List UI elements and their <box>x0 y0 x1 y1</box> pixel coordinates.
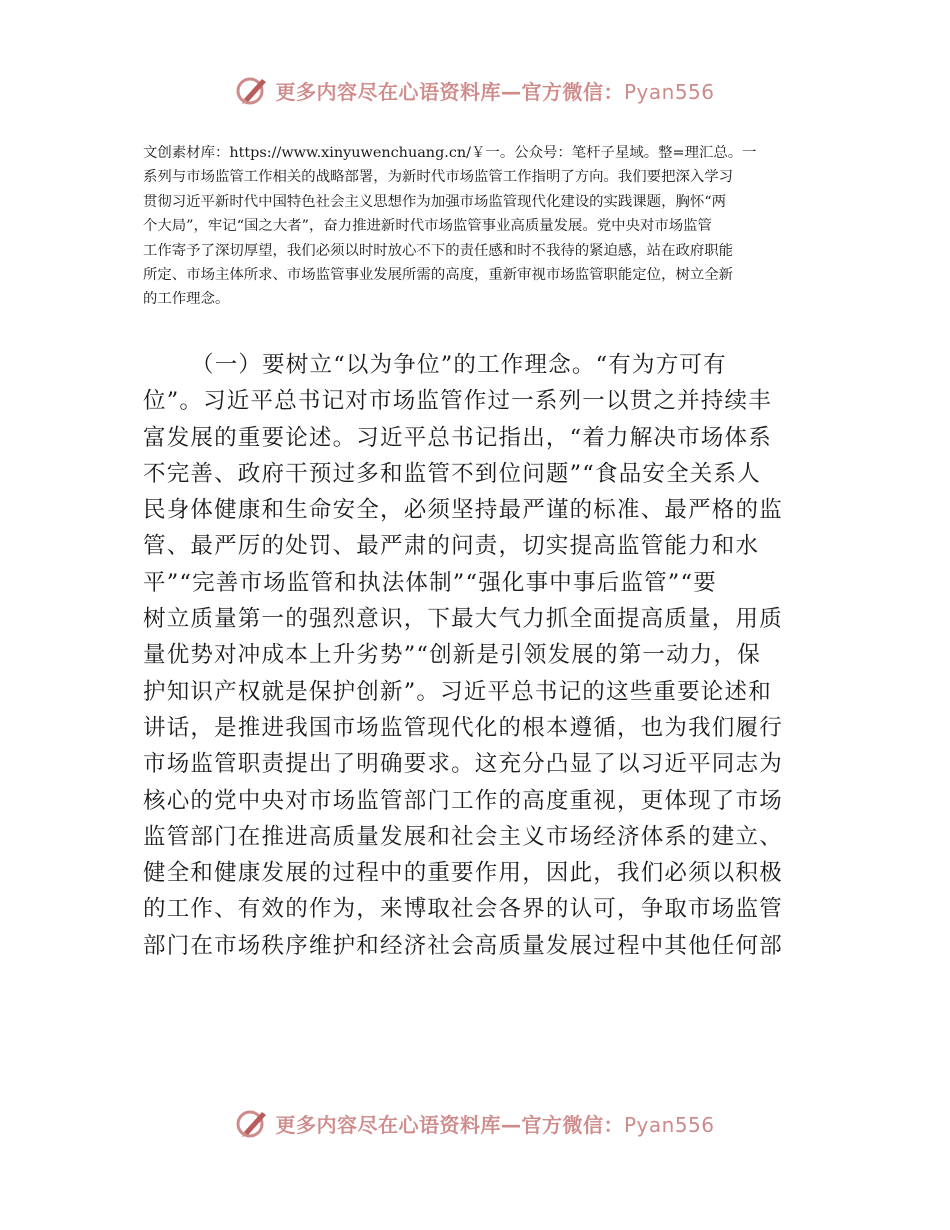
main-line: 富发展的重要论述。习近平总书记指出，“着力解决市场体系 <box>143 424 772 451</box>
main-line: 不完善、政府干预过多和监管不到位问题”“食品安全关系人 <box>143 460 761 487</box>
footer-banner-text: 更多内容尽在心语资料库—官方微信：Pyan556 <box>275 1112 715 1137</box>
main-line: 核心的党中央对市场监管部门工作的高度重视，更体现了市场 <box>143 787 783 814</box>
footer-banner-content <box>235 1106 714 1140</box>
main-line: 讲话，是推进我国市场监管现代化的根本遵循，也为我们履行 <box>143 714 783 741</box>
intro-line: 贯彻习近平新时代中国特色社会主义思想作为加强市场监管现代化建设的实践课题，胸怀“两 <box>143 193 726 210</box>
main-line: 量优势对冲成本上升劣势”“创新是引领发展的第一动力，保 <box>143 642 761 669</box>
header-banner-text: 更多内容尽在心语资料库—官方微信：Pyan556 <box>275 79 715 104</box>
main-paragraph <box>143 347 813 964</box>
main-line: 树立质量第一的强烈意识，下最大气力抓全面提高质量，用质 <box>143 606 783 633</box>
pen-ring-logo-icon <box>235 73 269 107</box>
intro-line: 的工作理念。 <box>143 291 230 308</box>
main-line: 部门在市场秩序维护和经济社会高质量发展过程中其他任何部 <box>143 932 783 959</box>
pen-ring-logo-icon <box>235 1106 269 1140</box>
main-line: 的工作、有效的作为，来博取社会各界的认可，争取市场监管 <box>143 896 783 923</box>
main-line: 市场监管职责提出了明确要求。这充分凸显了以习近平同志为 <box>143 751 783 778</box>
main-line: 位”。习近平总书记对市场监管作过一系列一以贯之并持续丰 <box>143 388 772 415</box>
header-banner <box>0 70 950 110</box>
intro-paragraph <box>143 141 813 312</box>
main-line: （一）要树立“以为争位”的工作理念。“有为方可有 <box>191 352 727 378</box>
main-line: 监管部门在推进高质量发展和社会主义市场经济体系的建立、 <box>143 823 783 850</box>
main-line: 民身体健康和生命安全，必须坚持最严谨的标准、最严格的监 <box>143 497 783 524</box>
intro-line: 文创素材库：https://www.xinyuwenchuang.cn/￥一。公众号：笔杆子星域。整=理汇总。一 <box>143 145 757 161</box>
header-banner-content <box>235 73 714 107</box>
intro-line: 所定、市场主体所求、市场监管事业发展所需的高度，重新审视市场监管职能定位，树立全新 <box>143 267 734 284</box>
header-wechat-id: Pyan556 <box>623 79 715 104</box>
footer-banner <box>0 1103 950 1143</box>
intro-line: 系列与市场监管工作相关的战略部署，为新时代市场监管工作指明了方向。我们要把深入学习 <box>143 169 734 186</box>
main-line: 健全和健康发展的过程中的重要作用，因此，我们必须以积极 <box>143 860 783 887</box>
footer-wechat-id: Pyan556 <box>623 1112 715 1137</box>
intro-line: 个大局”，牢记“国之大者”，奋力推进新时代市场监管事业高质量发展。党中央对市场监管 <box>143 218 712 235</box>
main-line: 平”“完善市场监管和执法体制”“强化事中事后监管”“要 <box>143 569 717 596</box>
main-line: 护知识产权就是保护创新”。习近平总书记的这些重要论述和 <box>143 678 772 705</box>
main-line: 管、最严厉的处罚、最严肃的问责，切实提高监管能力和水 <box>143 533 760 560</box>
intro-line: 工作寄予了深切厚望，我们必须以时时放心不下的责任感和时不我待的紧迫感，站在政府职能 <box>143 242 734 259</box>
